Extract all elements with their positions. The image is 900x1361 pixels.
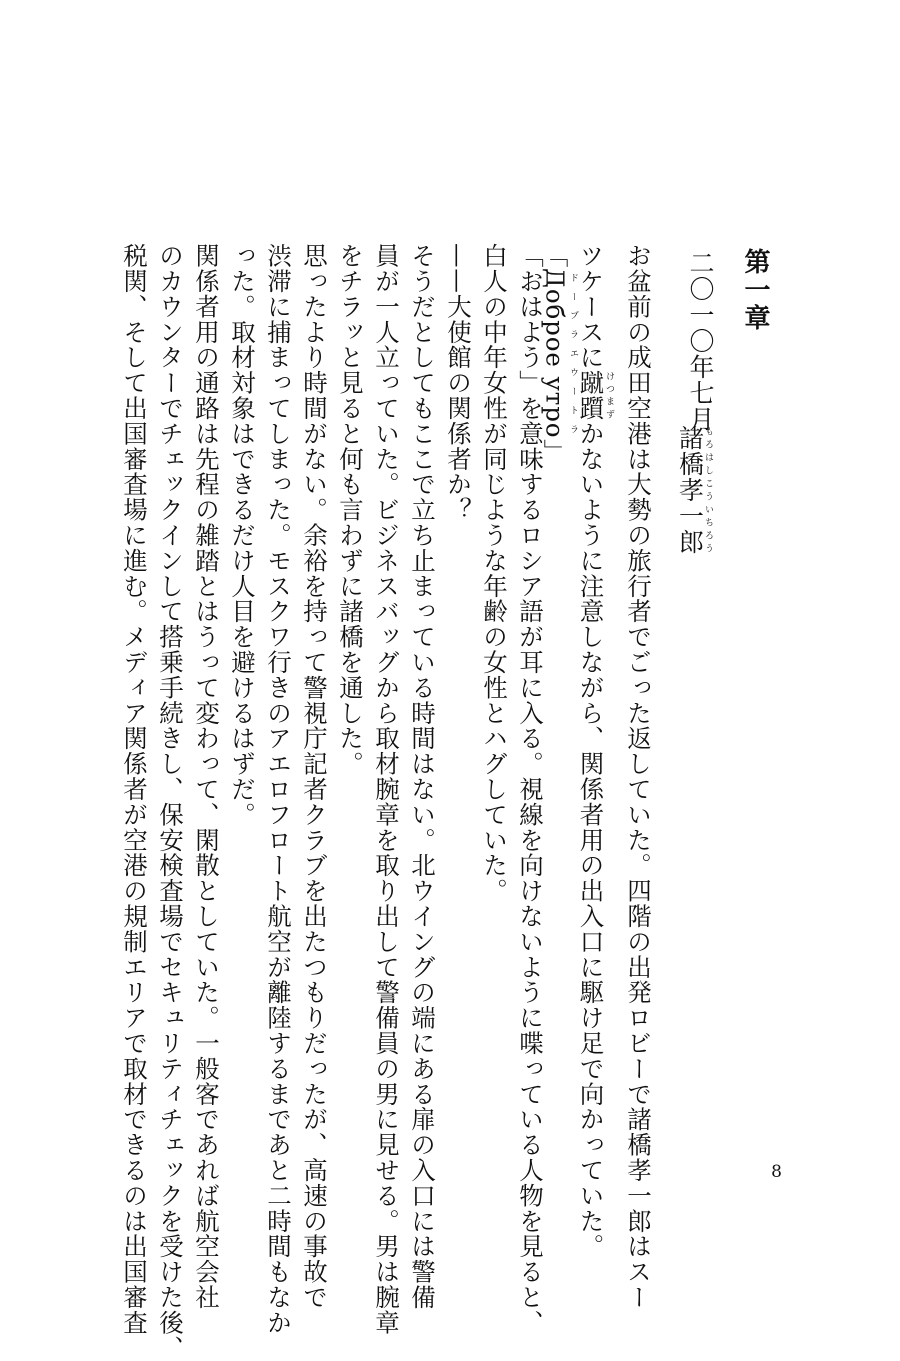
russian-greeting: Доброе утро <box>540 268 570 439</box>
body-line-10: 思ったより時間がない。余裕を持って警視庁記者クラブを出たつもりだったが、高速の事故で <box>300 243 329 1310</box>
ruby-russian: ドーブラエウートラ <box>568 268 578 439</box>
body-line-13: 関係者用の通路は先程の雑踏とはうって変わって、閑散としていた。一般客であれば航空会社 <box>192 243 221 1310</box>
body-line-12: った。取材対象はできるだけ人目を避けるはずだ。 <box>228 243 257 828</box>
body-line-7: そうだとしてもここで立ち止まっている時間はない。北ウイングの端にある扉の入口には警備 <box>408 243 437 1310</box>
author-name-ruby: もろはしこういちろう <box>703 425 713 555</box>
author-name-text: 諸橋孝一郎 <box>675 425 705 555</box>
body-line-5: 白人の中年女性が同じような年齢の女性とハグしていた。 <box>480 243 509 904</box>
page-number: 8 <box>771 1162 782 1182</box>
body-line-14: のカウンターでチェックインして搭乗手続きし、保安検査場でセキュリティチェックを受けた後、 <box>156 243 185 1361</box>
body-line-9: をチラッと見ると何も言わずに諸橋を通した。 <box>336 243 365 777</box>
ruby-kettsumazu: けつまず <box>604 370 614 421</box>
body-line-15: 税関、そして出国審査場に進む。メディア関係者が空港の規制エリアで取材できるのは出国審査 <box>120 243 149 1336</box>
body-line-6: ——大使館の関係者か？ <box>444 243 473 523</box>
body-line-8: 員が一人立っていた。ビジネスバッグから取材腕章を取り出して警備員の男に見せる。男は腕章 <box>372 243 401 1336</box>
body-line-2: ツケースに蹴躓けつまずかないように注意しながら、関係者用の出入口に駆け足で向かっていた。 <box>576 243 614 1260</box>
author-name <box>675 425 714 555</box>
chapter-title: 第一章 <box>740 248 770 332</box>
body-line-1: お盆前の成田空港は大勢の旅行者でごった返していた。四階の出発ロビーで諸橋孝一郎はスー <box>624 243 653 1310</box>
body-line-3: 「Доброе утроドーブラエウートラ」 <box>540 243 578 465</box>
body-line-11: 渋滞に捕まってしまった。モスクワ行きのアエロフロート航空が離陸するまであと二時間もなか <box>264 243 293 1336</box>
dateline: 二〇一〇年七月 <box>686 250 715 432</box>
body-line-4: 「おはよう」を意味するロシア語が耳に入る。視線を向けないように喋っている人物を見ると、 <box>516 243 545 1336</box>
